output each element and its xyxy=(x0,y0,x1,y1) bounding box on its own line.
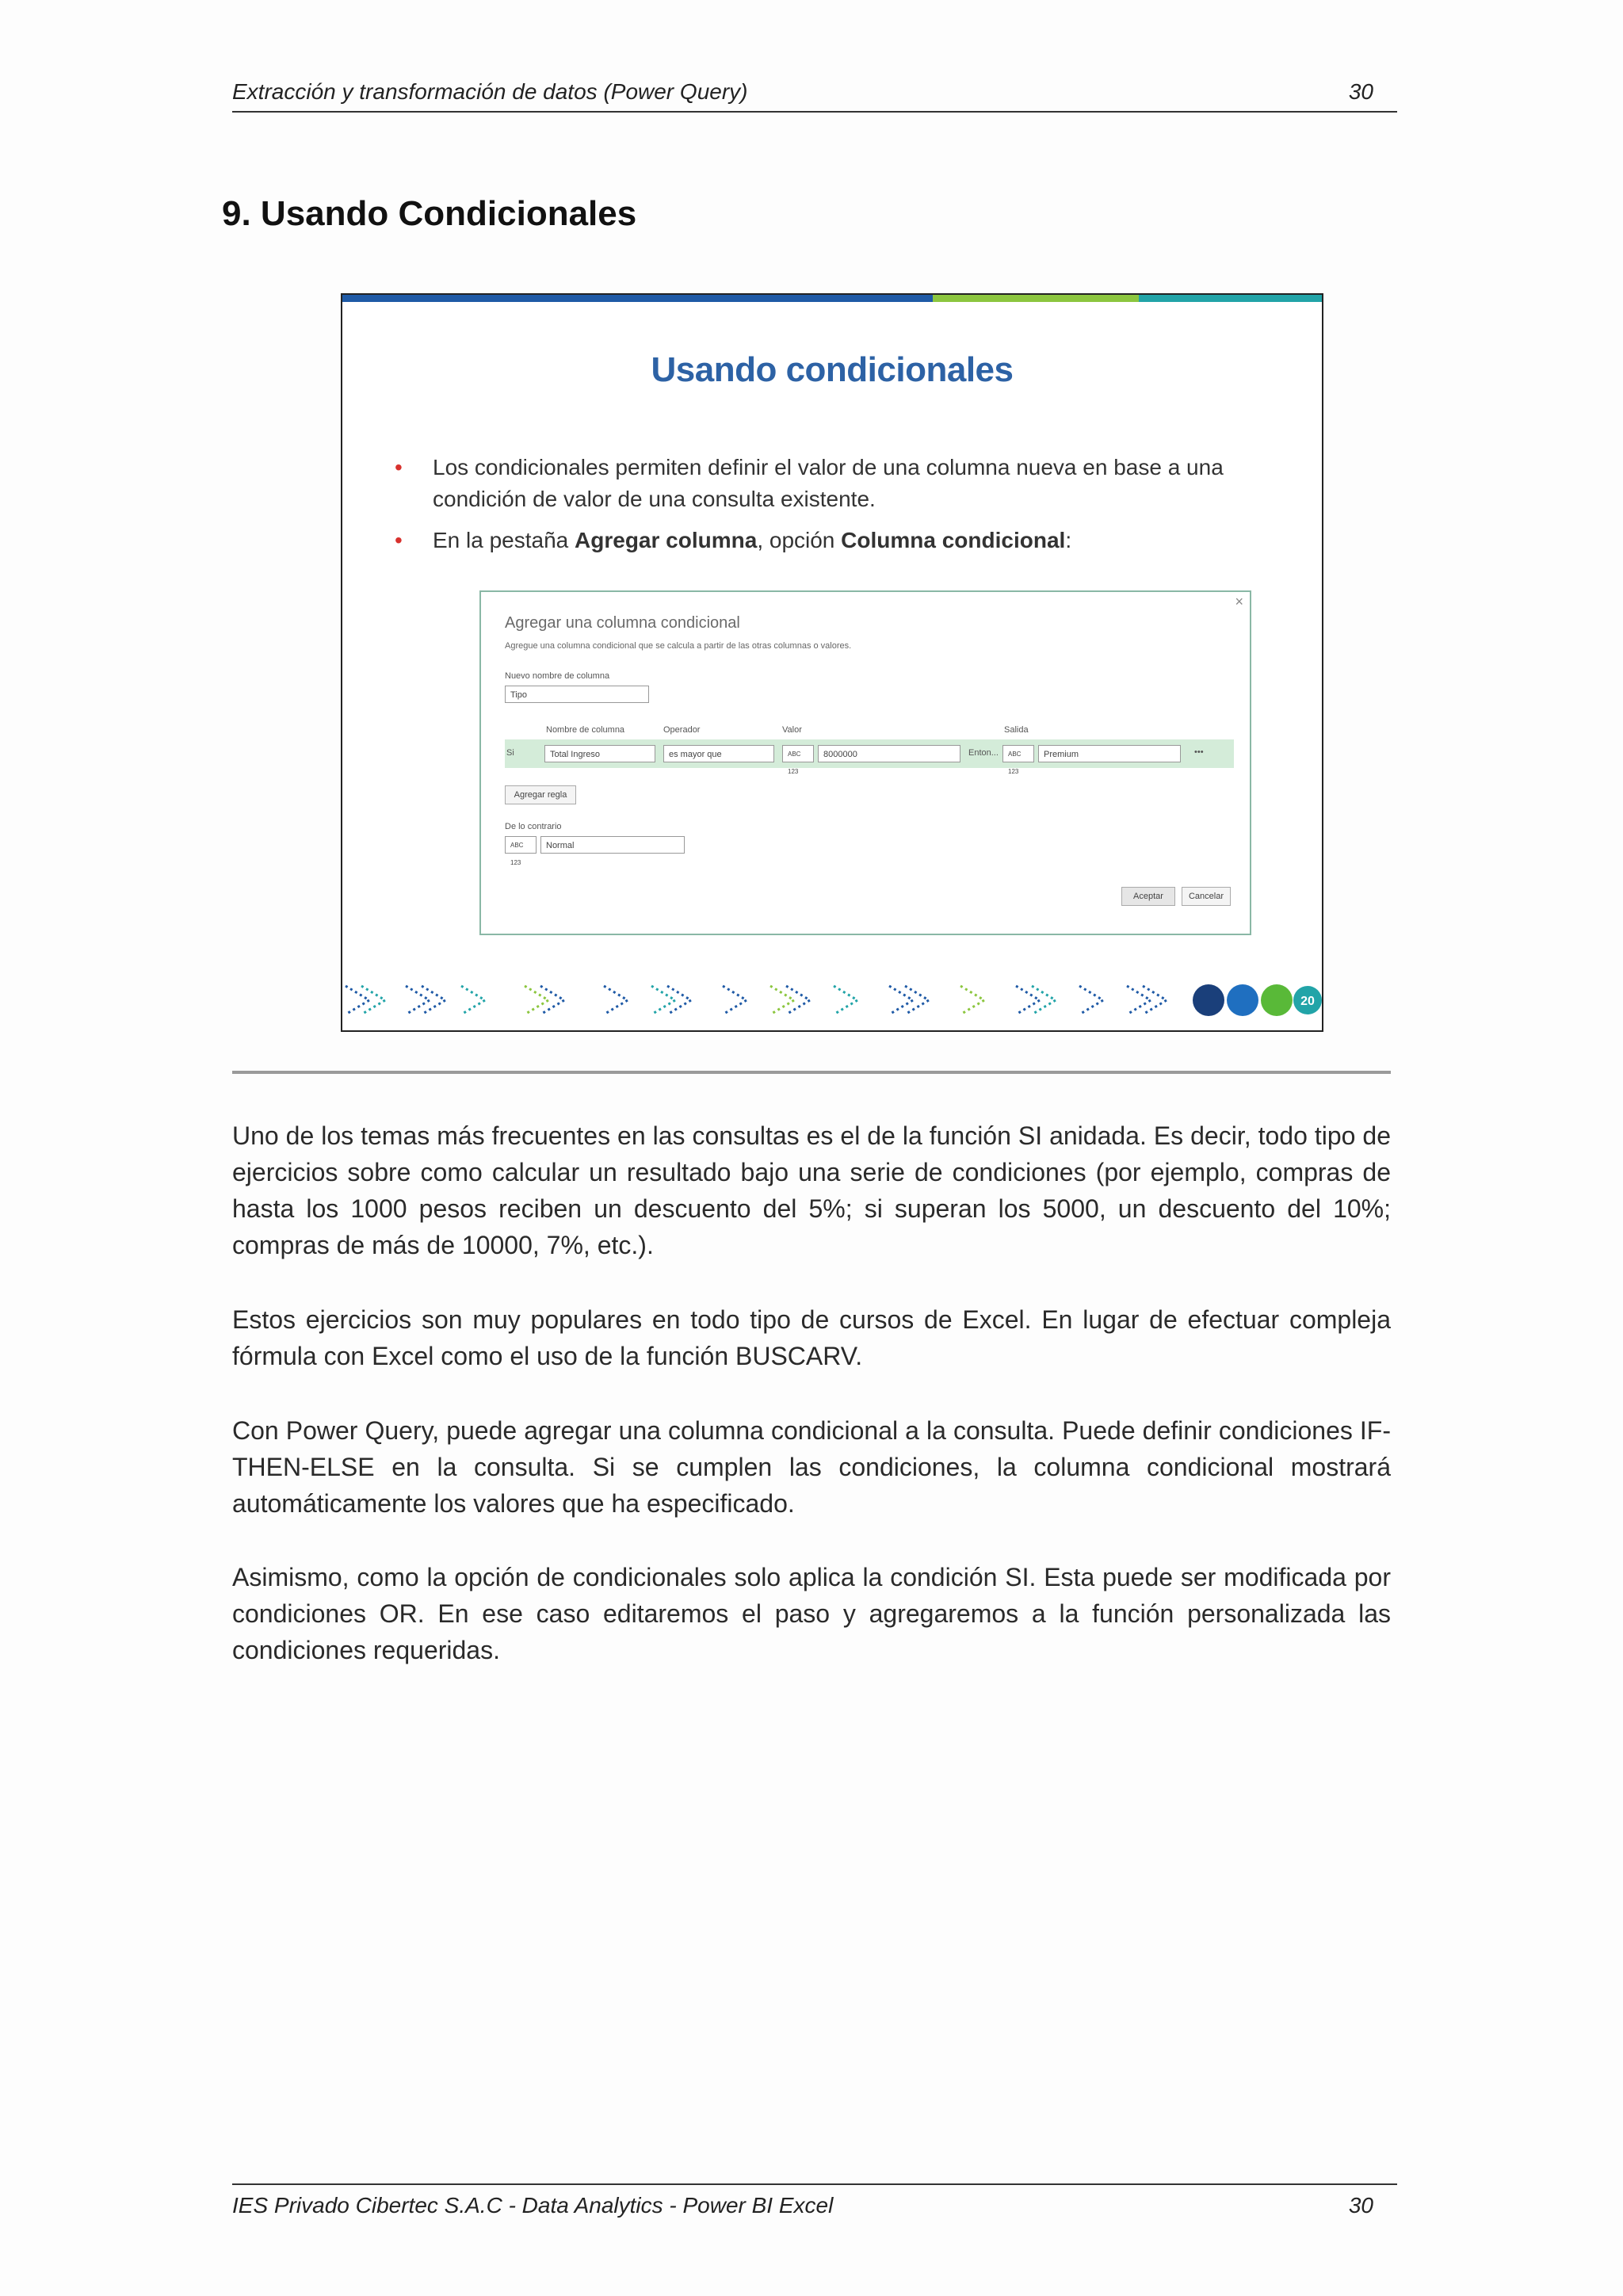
new-column-label: Nuevo nombre de columna xyxy=(505,671,610,681)
conditional-column-dialog xyxy=(479,590,1251,935)
cancel-button[interactable]: Cancelar xyxy=(1182,887,1231,906)
footer-text: IES Privado Cibertec S.A.C - Data Analytics - Power BI Excel xyxy=(232,2193,834,2218)
value-field[interactable]: 8000000 xyxy=(818,745,960,762)
slide-image xyxy=(341,293,1323,1032)
paragraph-3: Con Power Query, puede agregar una columna condicional a la consulta. Puede definir condiciones IF-THEN-ELSE en la consulta. Si se cumplen las condiciones, la columna condicional mostrará automáticamente los valores que ha especificado. xyxy=(232,1416,1391,1518)
else-type-dropdown[interactable]: ABC 123 xyxy=(505,836,537,854)
paragraph-2: Estos ejercicios son muy populares en todo tipo de cursos de Excel. En lugar de efectuar compleja fórmula con Excel como el uso de la función BUSCARV. xyxy=(232,1305,1391,1370)
logo-circle-green xyxy=(1261,984,1293,1016)
paragraph-4: Asimismo, como la opción de condicionales solo aplica la condición SI. Esta puede ser modificada por condiciones OR. En ese caso editaremos el paso y agregaremos a la función personalizada las condiciones requeridas. xyxy=(232,1563,1391,1664)
slide-bullet-2-text: En la pestaña Agregar columna, opción Columna condicional: xyxy=(433,528,1072,552)
rule-si-label: Si xyxy=(506,748,514,758)
col-header-column: Nombre de columna xyxy=(546,725,625,735)
page-header xyxy=(232,79,1397,113)
output-field[interactable]: Premium xyxy=(1038,745,1181,762)
slide-bullet-2 xyxy=(395,525,1262,556)
operator-dropdown[interactable]: es mayor que xyxy=(663,745,774,762)
rule-row xyxy=(505,739,1234,775)
col-header-output: Salida xyxy=(1004,725,1029,735)
col-header-operator: Operador xyxy=(663,725,701,735)
header-page-number: 30 xyxy=(1348,79,1373,104)
slide-bullet-1 xyxy=(395,452,1262,515)
bullet-dot-icon: • xyxy=(395,528,403,552)
footer-page-number: 30 xyxy=(1348,2193,1373,2218)
else-value-field[interactable]: Normal xyxy=(540,836,685,854)
close-icon[interactable]: × xyxy=(1235,594,1243,609)
dialog-title: Agregar una columna condicional xyxy=(505,614,740,632)
new-column-field[interactable]: Tipo xyxy=(505,686,649,703)
add-rule-button[interactable]: Agregar regla xyxy=(505,785,576,804)
value-type-dropdown[interactable]: ABC 123 xyxy=(782,745,814,762)
logo-circle-blue xyxy=(1227,984,1258,1016)
page-footer xyxy=(232,2183,1397,2217)
header-title: Extracción y transformación de datos (Power Query) xyxy=(232,79,748,104)
section-heading: 9. Usando Condicionales xyxy=(222,194,637,233)
column-dropdown[interactable]: Total Ingreso xyxy=(544,745,655,762)
paragraph-1: Uno de los temas más frecuentes en las consultas es el de la función SI anidada. Es decir, todo tipo de ejercicios sobre como calcular un resultado bajo una serie de condiciones (por ejemplo, compras de hasta los 1000 pesos reciben un descuento del 5%; si superan los 5000, un descuento del 10%; compras de más de 10000, 7%, etc.). xyxy=(232,1121,1391,1259)
output-type-dropdown[interactable]: ABC 123 xyxy=(1002,745,1034,762)
col-header-value: Valor xyxy=(782,725,802,735)
slide-top-bar-blue xyxy=(342,295,933,302)
separator-rule xyxy=(232,1071,1391,1074)
more-options-icon[interactable]: ••• xyxy=(1194,747,1204,757)
slide-number: 20 xyxy=(1300,995,1315,1008)
slide-top-bar-green xyxy=(933,295,1139,302)
bullet-dot-icon: • xyxy=(395,455,403,479)
slide-bullet-1-text: Los condicionales permiten definir el valor de una columna nueva en base a una condición de valor de una consulta existente. xyxy=(433,455,1224,511)
logo-circle-navy xyxy=(1193,984,1224,1016)
then-label: Enton... xyxy=(968,748,999,758)
dialog-subtitle: Agregue una columna condicional que se calcula a partir de las otras columnas o valores. xyxy=(505,641,852,651)
else-label: De lo contrario xyxy=(505,822,562,831)
slide-title: Usando condicionales xyxy=(651,350,1014,389)
chevron-pattern-decoration xyxy=(342,975,1322,1026)
accept-button[interactable]: Aceptar xyxy=(1121,887,1175,906)
slide-top-bar-teal xyxy=(1139,295,1322,302)
